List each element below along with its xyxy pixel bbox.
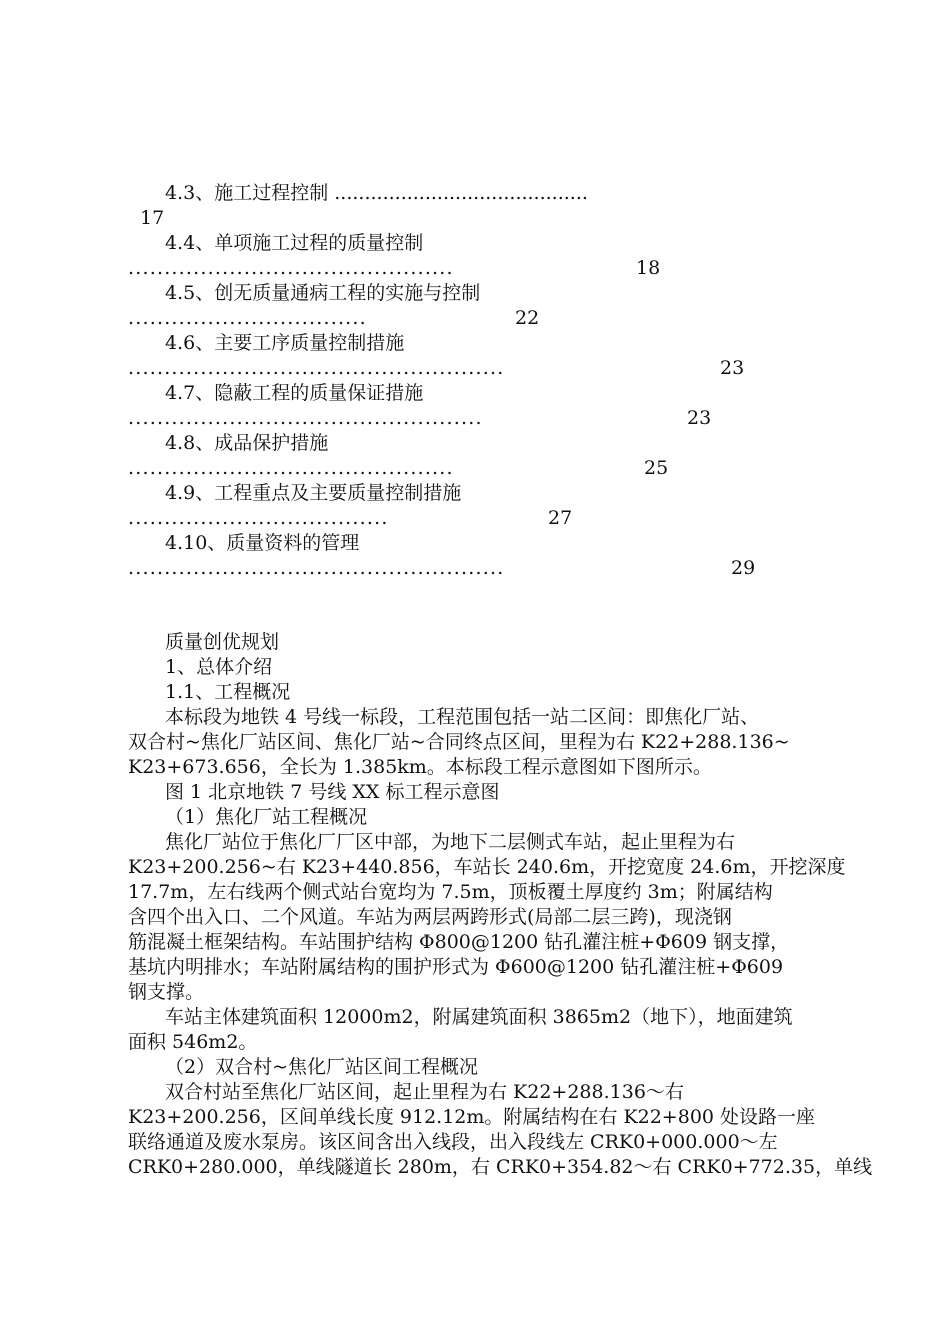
toc-entry-4-7[interactable]: 4.7、隐蔽工程的质量保证措施: [165, 382, 424, 404]
toc-page-number: 17: [140, 207, 165, 229]
figure-caption: 图 1 北京地铁 7 号线 XX 标工程示意图: [165, 781, 500, 803]
subsection-heading: （1）焦化厂站工程概况: [165, 806, 368, 828]
paragraph-line: 本标段为地铁 4 号线一标段，工程范围包括一站二区间：即焦化厂站、: [165, 706, 760, 728]
toc-leader-dots: .............................................: [128, 257, 454, 279]
toc-page-number: 25: [644, 457, 669, 479]
toc-leader-dots: ....................................................: [128, 357, 505, 379]
toc-page-number: 23: [687, 407, 712, 429]
toc-entry-4-9[interactable]: 4.9、工程重点及主要质量控制措施: [165, 482, 462, 504]
paragraph-line: 车站主体建筑面积 12000m2，附属建筑面积 3865m2（地下），地面建筑: [165, 1006, 793, 1028]
paragraph-line: K23+200.256，区间单线长度 912.12m。附属结构在右 K22+800 处设路一座: [128, 1106, 816, 1128]
paragraph-line: 联络通道及废水泵房。该区间含出入线段，出入段线左 CRK0+000.000～左: [128, 1131, 778, 1153]
toc-leader-dots: .................................................: [128, 407, 483, 429]
toc-page-number: 18: [636, 257, 661, 279]
paragraph-line: 筋混凝土框架结构。车站围护结构 Φ800@1200 钻孔灌注桩+Φ609 钢支撑，: [128, 931, 790, 953]
toc-page-number: 22: [515, 307, 540, 329]
paragraph-line: K23+673.656，全长为 1.385km。本标段工程示意图如下图所示。: [128, 756, 712, 778]
toc-entry-4-10[interactable]: 4.10、质量资料的管理: [165, 532, 360, 554]
toc-entry-4-3[interactable]: 4.3、施工过程控制 ..........................................: [165, 182, 588, 204]
section-heading: 1、总体介绍: [165, 656, 273, 678]
paragraph-line: K23+200.256~右 K23+440.856，车站长 240.6m，开挖宽度 24.6m，开挖深度: [128, 856, 846, 878]
toc-entry-4-4[interactable]: 4.4、单项施工过程的质量控制: [165, 232, 424, 254]
paragraph-line: 基坑内明排水；车站附属结构的围护形式为 Φ600@1200 钻孔灌注桩+Φ609: [128, 956, 784, 978]
paragraph-line: 钢支撑。: [128, 981, 205, 1003]
toc-page-number: 29: [731, 557, 756, 579]
toc-leader-dots: .................................: [128, 307, 367, 329]
paragraph-line: CRK0+280.000，单线隧道长 280m，右 CRK0+354.82～右 CRK0+772.35，单线: [128, 1156, 873, 1178]
paragraph-line: 双合村~焦化厂站区间、焦化厂站~合同终点区间，里程为右 K22+288.136~: [128, 731, 790, 753]
toc-entry-4-8[interactable]: 4.8、成品保护措施: [165, 432, 329, 454]
subsection-heading: （2）双合村~焦化厂站区间工程概况: [165, 1056, 479, 1078]
section-heading: 1.1、工程概况: [165, 681, 291, 703]
paragraph-line: 17.7m，左右线两个侧式站台宽均为 7.5m，顶板覆土厚度约 3m；附属结构: [128, 881, 773, 903]
toc-leader-dots: .............................................: [128, 457, 454, 479]
paragraph-line: 面积 546m2。: [128, 1031, 258, 1053]
paragraph-line: 焦化厂站位于焦化厂厂区中部，为地下二层侧式车站，起止里程为右: [165, 831, 736, 853]
toc-page-number: 27: [548, 507, 573, 529]
toc-leader-dots: ....................................................: [128, 557, 505, 579]
paragraph-line: 含四个出入口、二个风道。车站为两层两跨形式(局部二层三跨)，现浇钢: [128, 906, 732, 928]
toc-entry-4-6[interactable]: 4.6、主要工序质量控制措施: [165, 332, 405, 354]
toc-leader-dots: ....................................: [128, 507, 389, 529]
toc-entry-4-5[interactable]: 4.5、创无质量通病工程的实施与控制: [165, 282, 481, 304]
toc-page-number: 23: [720, 357, 745, 379]
section-heading: 质量创优规划: [165, 631, 280, 653]
paragraph-line: 双合村站至焦化厂站区间，起止里程为右 K22+288.136～右: [165, 1081, 684, 1103]
